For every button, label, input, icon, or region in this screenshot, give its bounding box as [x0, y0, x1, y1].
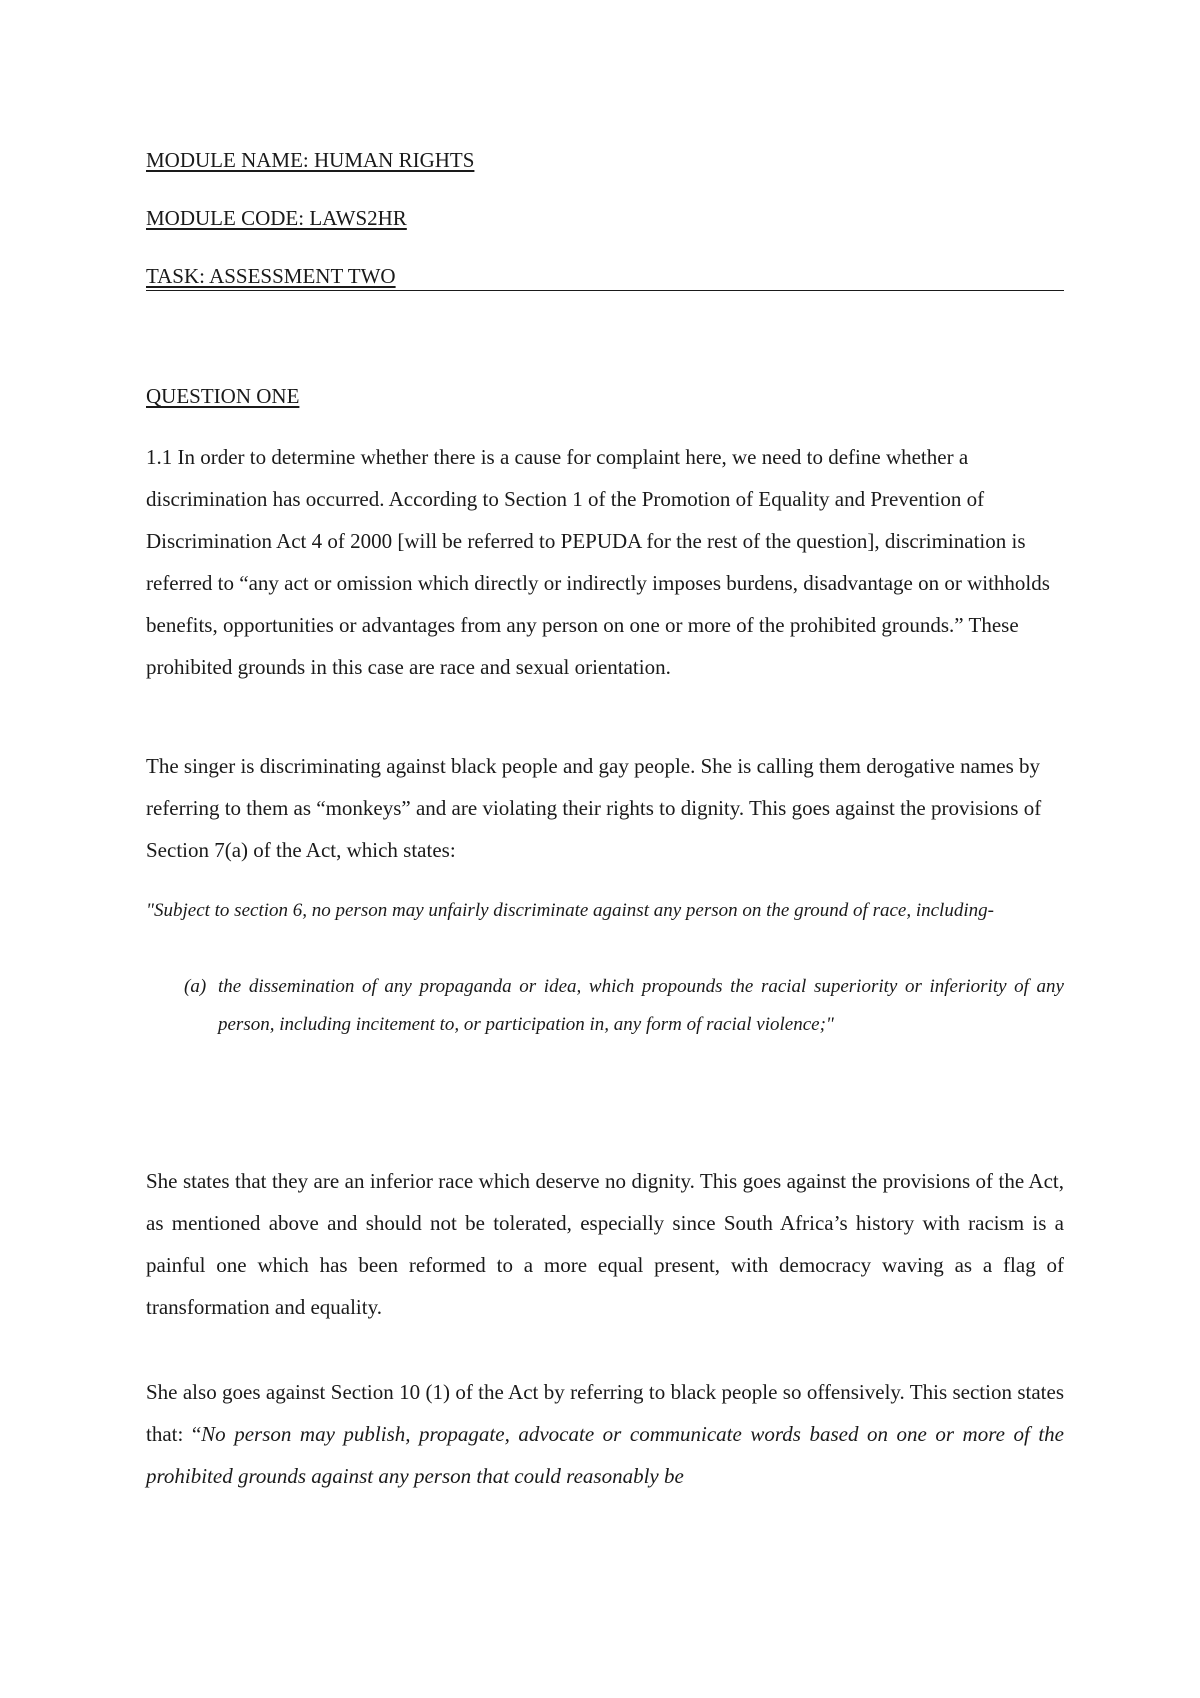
document-page: [146, 0, 1064, 1698]
question-title: QUESTION ONE: [146, 384, 300, 408]
quote-item-text: the dissemination of any propaganda or idea, which propounds the racial superiority or inferiority of any person, including incitement to, or participation in, any form of racial violence;": [218, 976, 1064, 1035]
module-code-heading: MODULE CODE: LAWS2HR: [146, 206, 407, 230]
quote-section-7-intro: "Subject to section 6, no person may unfairly discriminate against any person on the ground of race, including-: [146, 900, 994, 921]
quote-item-marker: (a): [184, 976, 207, 997]
paragraph-singer: The singer is discriminating against black people and gay people. She is calling them derogative names by referring to them as “monkeys” and are violating their rights to dignity. This goes against the provisions of Section 7(a) of the Act, which states:: [146, 754, 1042, 862]
quote-section-7-item-a: [184, 968, 1064, 1044]
task-heading: TASK: ASSESSMENT TWO: [146, 264, 396, 288]
paragraph-1-1: 1.1 In order to determine whether there is a cause for complaint here, we need to define whether a discrimination has occurred. According to Section 1 of the Promotion of Equality and Prevention of Discrimination Act 4 of 2000 [will be referred to PEPUDA for the rest of the question], discrimination is referred to “any act or omission which directly or indirectly imposes burdens, disadvantage on or withholds benefits, opportunities or advantages from any person on one or more of the prohibited grounds.” These prohibited grounds in this case are race and sexual orientation.: [146, 445, 1050, 679]
paragraph-inferior-race: She states that they are an inferior race which deserve no dignity. This goes against the provisions of the Act, as mentioned above and should not be tolerated, especially since South Africa’s history with racism is a painful one which has been reformed to a more equal present, with democracy waving as a flag of transformation and equality.: [146, 1169, 1064, 1319]
module-name-heading: MODULE NAME: HUMAN RIGHTS: [146, 148, 475, 172]
paragraph-section-10: [146, 1371, 1064, 1497]
section-10-lead-text: She also goes against Section 10 (1) of the Act by referring to black people so offensively. This section states that: “: [146, 1380, 1064, 1446]
task-underline-rule: [146, 290, 1064, 291]
section-10-quote-text: No person may publish, propagate, advocate or communicate words based on one or more of the prohibited grounds against any person that could reasonably be: [146, 1422, 1064, 1488]
